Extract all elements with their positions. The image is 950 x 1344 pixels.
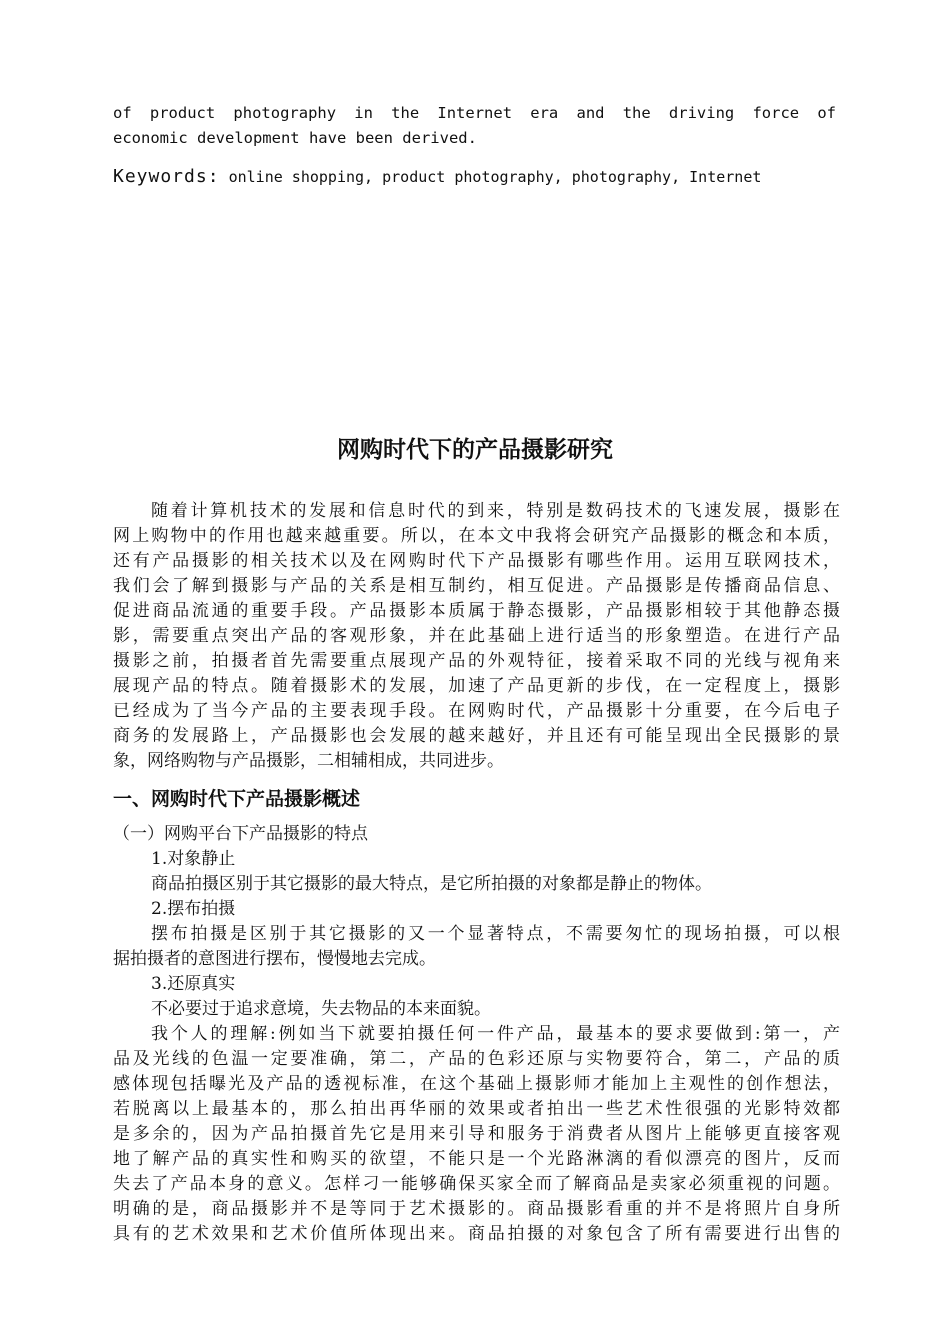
item-title: 2.摆布拍摄	[151, 899, 236, 919]
keywords-line	[113, 163, 836, 191]
intro-line: 还有产品摄影的相关技术以及在网购时代下产品摄影有哪些作用。运用互联网技术，	[113, 551, 840, 571]
opinion-line: 失去了产品本身的意义。怎样刁一能够确保买家全而了解商品是卖家必须重视的问题。	[113, 1174, 840, 1194]
english-abstract-line-1: of product photography in the Internet era and the driving force of	[113, 104, 836, 122]
intro-line: 摄影之前，拍摄者首先需要重点展现产品的外观特征，接着采取不同的光线与视角来	[113, 651, 840, 671]
intro-line: 展现产品的特点。随着摄影术的发展，加速了产品更新的步伐，在一定程度上，摄影	[113, 676, 840, 696]
opinion-line: 具有的艺术效果和艺术价值所体现出来。商品拍摄的对象包含了所有需要进行出售的	[113, 1224, 840, 1244]
item-title: 3.还原真实	[151, 974, 236, 994]
section-body	[113, 822, 840, 1247]
intro-line: 促进商品流通的重要手段。产品摄影本质属于静态摄影，产品摄影相较于其他静态摄	[113, 601, 840, 621]
opinion-line: 感体现包括曝光及产品的透视标准，在这个基础上摄影师才能加上主观性的创作想法，	[113, 1074, 840, 1094]
intro-line: 已经成为了当今产品的主要表现手段。在网购时代，产品摄影十分重要，在今后电子	[113, 701, 840, 721]
opinion-line: 是多余的，因为产品拍摄首先它是用来引导和服务于消费者从图片上能够更直接客观	[113, 1124, 840, 1144]
item-text: 据拍摄者的意图进行摆布，慢慢地去完成。	[113, 949, 436, 969]
opinion-line: 我个人的理解:例如当下就要拍摄任何一件产品，最基本的要求要做到:第一，产	[151, 1024, 840, 1044]
intro-paragraph	[113, 499, 840, 774]
intro-line: 影，需要重点突出产品的客观形象，并在此基础上进行适当的形象塑造。在进行产品	[113, 626, 840, 646]
subsection-heading: （一）网购平台下产品摄影的特点	[113, 824, 368, 844]
item-text: 摆布拍摄是区别于其它摄影的又一个显著特点，不需要匆忙的现场拍摄，可以根	[151, 924, 840, 944]
english-abstract-line-2: economic development have been derived.	[113, 129, 477, 147]
keywords-text: online shopping, product photography, photography, Internet	[219, 168, 762, 186]
paper-title: 网购时代下的产品摄影研究	[337, 437, 613, 463]
item-title: 1.对象静止	[151, 849, 236, 869]
intro-line: 网上购物中的作用也越来越重要。所以，在本文中我将会研究产品摄影的概念和本质，	[113, 526, 840, 546]
item-text: 商品拍摄区别于其它摄影的最大特点，是它所拍摄的对象都是静止的物体。	[151, 874, 712, 894]
opinion-line: 若脱离以上最基本的，那么拍出再华丽的效果或者拍出一些艺术性很强的光影特效都	[113, 1099, 840, 1119]
section-heading: 一、网购时代下产品摄影概述	[113, 788, 361, 810]
keywords-label: Keywords:	[113, 166, 220, 187]
item-text: 不必要过于追求意境，失去物品的本来面貌。	[151, 999, 491, 1019]
opinion-line: 品及光线的色温一定要准确，第二，产品的色彩还原与实物要符合，第二，产品的质	[113, 1049, 840, 1069]
opinion-line: 地了解产品的真实性和购买的欲望，不能只是一个光路淋漓的看似漂亮的图片，反而	[113, 1149, 840, 1169]
intro-line: 随着计算机技术的发展和信息时代的到来，特别是数码技术的飞速发展，摄影在	[151, 501, 840, 521]
intro-line: 商务的发展路上，产品摄影也会发展的越来越好，并且还有可能呈现出全民摄影的景	[113, 726, 840, 746]
intro-line: 象，网络购物与产品摄影，二相辅相成，共同进步。	[113, 751, 504, 771]
opinion-line: 明确的是，商品摄影并不是等同于艺术摄影的。商品摄影看重的并不是将照片自身所	[113, 1199, 840, 1219]
intro-line: 我们会了解到摄影与产品的关系是相互制约，相互促进。产品摄影是传播商品信息、	[113, 576, 840, 596]
